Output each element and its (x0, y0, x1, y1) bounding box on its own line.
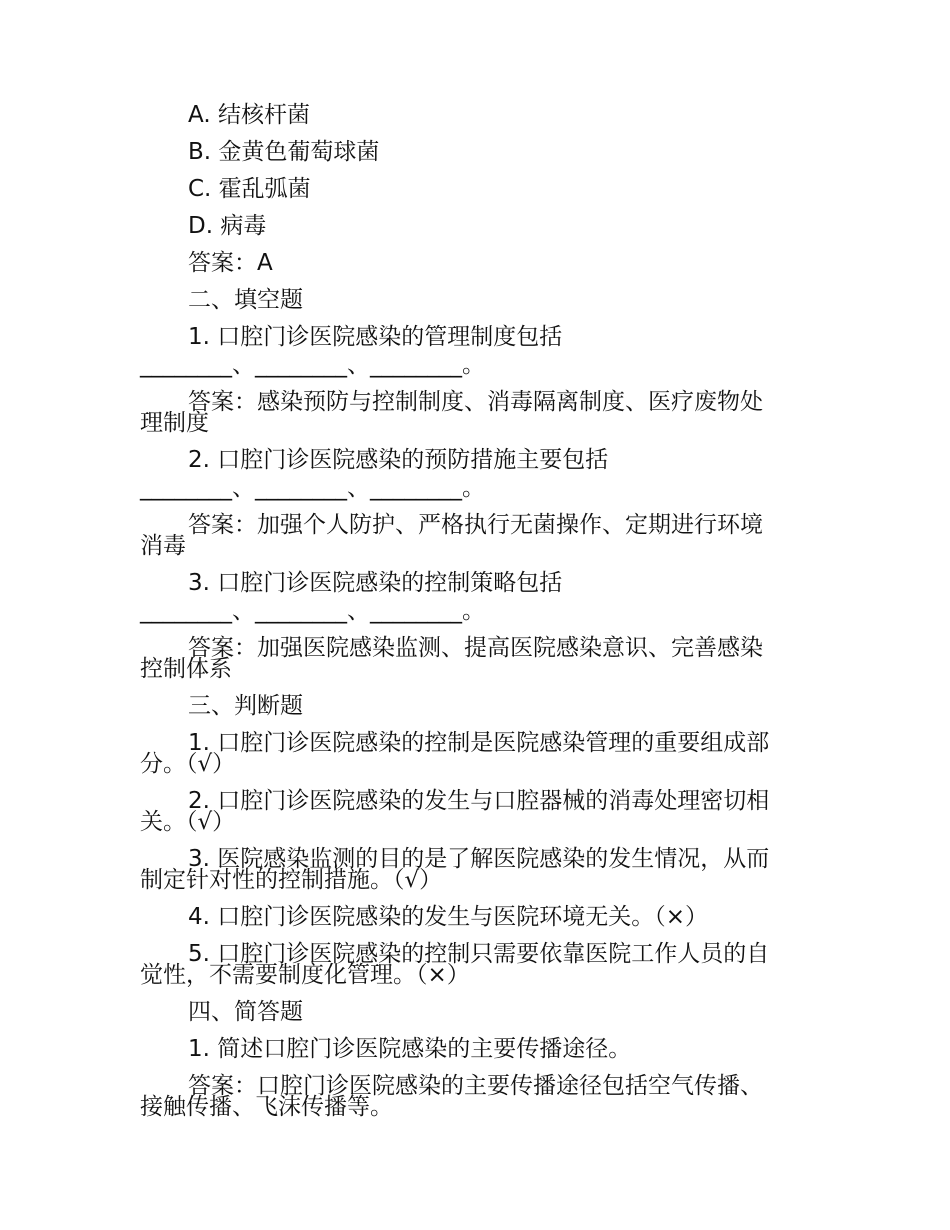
fill-blanks-3: ________、________、________。 (140, 598, 485, 624)
fill-question-3: 3. 口腔门诊医院感染的控制策略包括 (188, 570, 563, 596)
fill-question-2: 2. 口腔门诊医院感染的预防措施主要包括 (188, 447, 609, 473)
tf-item-2-line1: 2. 口腔门诊医院感染的发生与口腔器械的消毒处理密切相 (188, 788, 770, 814)
tf-item-4: 4. 口腔门诊医院感染的发生与医院环境无关。（×） (188, 904, 709, 930)
document-content (140, 104, 812, 1119)
tf-item-3-line2: 制定针对性的控制措施。（√） (140, 867, 443, 893)
fill-blanks-1: ________、________、________。 (140, 352, 485, 378)
tf-item-1-line1: 1. 口腔门诊医院感染的控制是医院感染管理的重要组成部 (188, 730, 770, 756)
option-b: B. 金黄色葡萄球菌 (188, 139, 380, 165)
option-a: A. 结核杆菌 (188, 102, 310, 128)
section-heading-true-false: 三、判断题 (188, 693, 303, 719)
short-answer-1-line1: 答案：口腔门诊医院感染的主要传播途径包括空气传播、 (188, 1073, 763, 1099)
fill-answer-3-line2: 控制体系 (140, 656, 232, 682)
short-answer-1-line2: 接触传播、飞沫传播等。 (140, 1094, 393, 1120)
tf-item-5-line1: 5. 口腔门诊医院感染的控制只需要依靠医院工作人员的自 (188, 941, 770, 967)
short-question-1: 1. 简述口腔门诊医院感染的主要传播途径。 (188, 1036, 632, 1062)
fill-question-1: 1. 口腔门诊医院感染的管理制度包括 (188, 324, 563, 350)
tf-item-3-line1: 3. 医院感染监测的目的是了解医院感染的发生情况，从而 (188, 846, 770, 872)
section-heading-short-answer: 四、简答题 (188, 999, 303, 1025)
fill-answer-1-line1: 答案：感染预防与控制制度、消毒隔离制度、医疗废物处 (188, 389, 763, 415)
section-heading-fill-in: 二、填空题 (188, 287, 303, 313)
tf-item-5-line2: 觉性，不需要制度化管理。（×） (140, 962, 470, 988)
option-c: C. 霍乱弧菌 (188, 176, 311, 202)
choice-answer: 答案：A (188, 250, 273, 276)
fill-answer-3-line1: 答案：加强医院感染监测、提高医院感染意识、完善感染 (188, 635, 763, 661)
tf-item-2-line2: 关。（√） (140, 809, 236, 835)
option-d: D. 病毒 (188, 213, 267, 239)
tf-item-1-line2: 分。（√） (140, 751, 236, 777)
fill-answer-2-line2: 消毒 (140, 533, 186, 559)
fill-answer-1-line2: 理制度 (140, 410, 209, 436)
fill-answer-2-line1: 答案：加强个人防护、严格执行无菌操作、定期进行环境 (188, 512, 763, 538)
fill-blanks-2: ________、________、________。 (140, 475, 485, 501)
